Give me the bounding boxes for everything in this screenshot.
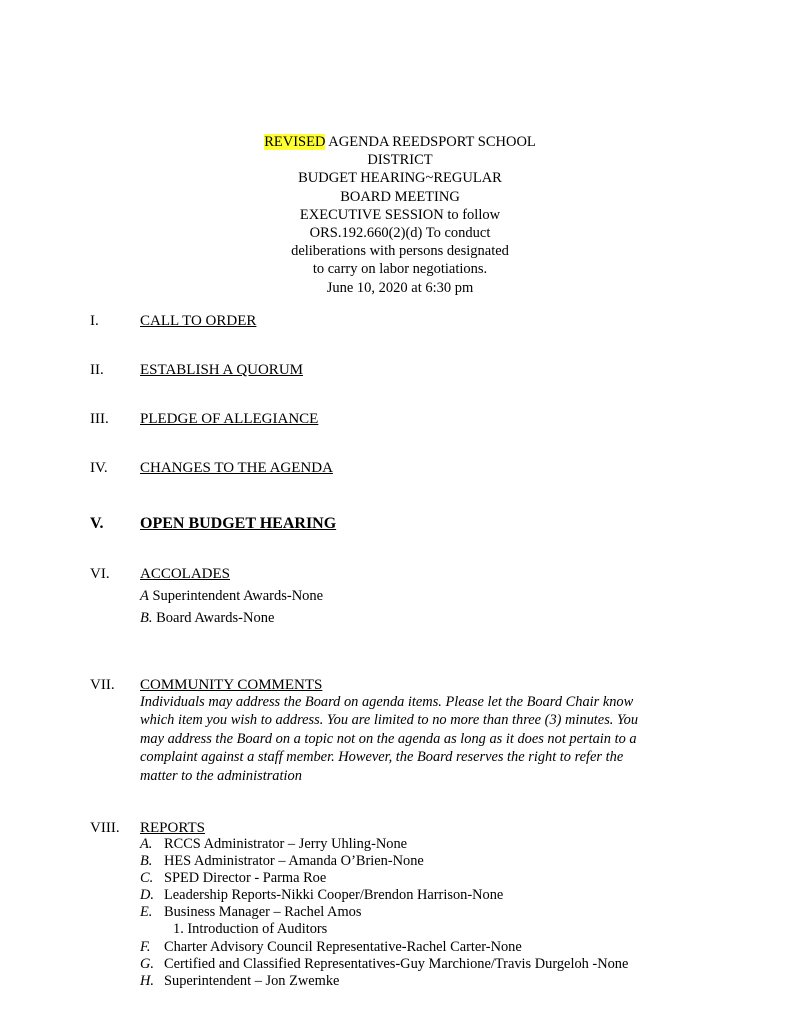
header-line-executive-session: EXECUTIVE SESSION to follow [299,206,501,223]
report-text: SPED Director - Parma Roe [164,870,327,887]
section-title: PLEDGE OF ALLEGIANCE [140,411,319,427]
header-line-ors: ORS.192.660(2)(d) To conduct [309,225,491,242]
header-line-date: June 10, 2020 at 6:30 pm [326,279,474,296]
header-line-labor: to carry on labor negotiations. [312,261,488,278]
header-line-1 [200,133,600,151]
header-line-1-rest: AGENDA REEDSPORT SCHOOL [325,134,536,150]
report-text: Certified and Classified Representatives-Guy Marchione/Travis Durgeloh -None [164,955,629,972]
comment-line: Individuals may address the Board on agenda items. Please let the Board Chair know [140,694,634,710]
agenda-header [200,133,600,297]
section-title: REPORTS [140,820,205,836]
section-number: II. [90,362,104,378]
accolade-item [140,609,274,628]
header-line-district: DISTRICT [367,152,433,169]
report-letter: H. [140,972,154,989]
report-letter: C. [140,870,154,887]
report-text: Charter Advisory Council Representative-Rachel Carter-None [164,938,522,955]
comment-line: which item you wish to address. You are limited to no more than three (3) minutes. You [140,712,639,729]
accolade-letter: B. [140,610,153,626]
section-number: IV. [90,460,108,476]
header-line-board-meeting: BOARD MEETING [340,188,460,205]
comment-line: matter to the administration [140,767,302,784]
report-letter: G. [140,955,154,972]
section-title: ACCOLADES [140,566,231,582]
section-title: CALL TO ORDER [140,313,257,329]
report-letter: A. [140,836,153,852]
section-title: CHANGES TO THE AGENDA [140,460,333,476]
report-text: HES Administrator – Amanda O’Brien-None [164,853,424,870]
report-letter: B. [140,853,153,870]
section-title: ESTABLISH A QUORUM [140,362,303,378]
section-title: OPEN BUDGET HEARING [140,515,337,532]
section-number: VII. [90,677,115,693]
community-comments-text [140,693,730,785]
accolade-letter: A [140,588,149,604]
header-line-deliberations: deliberations with persons designated [291,243,509,260]
accolade-text: Board Awards-None [152,610,275,626]
section-number: V. [90,515,104,532]
section-number: III. [90,411,109,427]
report-text: Superintendent – Jon Zwemke [164,972,340,989]
report-letter: D. [140,887,154,904]
revised-highlight: REVISED [264,134,326,150]
header-line-budget-hearing: BUDGET HEARING~REGULAR [298,170,502,187]
report-letter: E. [140,904,153,921]
report-text: 1. Introduction of Auditors [173,921,328,938]
accolade-text: Superintendent Awards-None [148,588,324,604]
section-title: COMMUNITY COMMENTS [140,677,323,693]
report-text: Business Manager – Rachel Amos [164,904,362,921]
accolade-item [140,587,323,606]
section-number: VI. [90,566,110,582]
comment-line: may address the Board on a topic not on the agenda as long as it does not pertain to a [140,730,637,747]
section-number: I. [90,313,99,329]
report-text: RCCS Administrator – Jerry Uhling-None [164,836,408,852]
report-text: Leadership Reports-Nikki Cooper/Brendon Harrison-None [164,887,504,904]
section-number: VIII. [90,820,120,836]
comment-line: complaint against a staff member. However, the Board reserves the right to refer the [140,749,624,766]
report-letter: F. [140,938,151,955]
